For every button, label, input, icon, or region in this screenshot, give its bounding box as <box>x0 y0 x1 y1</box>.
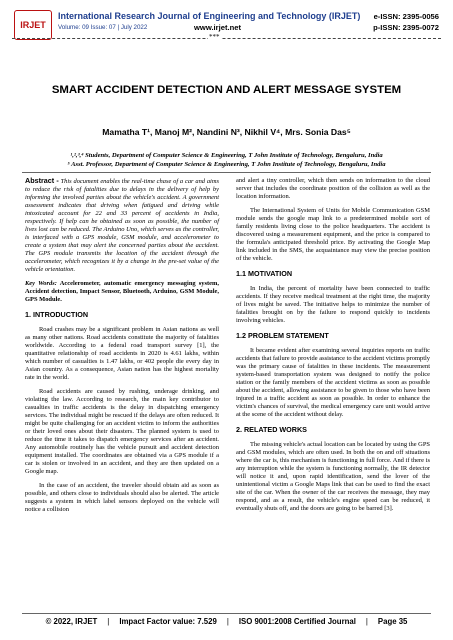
footer-page-number: Page 35 <box>377 617 408 626</box>
intro-paragraph-2: Road accidents are caused by rushing, underage drinking, and violating the law. According to research, the main key contributor to casualties in traffic accidents is the delay in dispatching emergency services. The individual might be rescued if the delays are often reduced. It might be quite challenging for an accident victim to inform the authorities or their loved ones about their disasters. The planned system is used to reduce the time it takes to dispatch emergency services after an accident. Any automobile routinely has the vehicle pursuit and accident detection equipment installed. The coordinates are obtained via a GPS module if a car is stolen or involved in an accident, and they are then updated on a Google map. <box>25 388 219 475</box>
abstract-text: This document enables the real-time chase of a car and aims to reduce the risk of fatalities due to delays in the delivery of help by informing the involved parties about the vehicle's accident. A government assessment indicates that driving when fatigued and driving while intoxicated account for 22 and 33 percent of accidents in India, respectively. If help can be obtained as soon as possible, the number of lives lost can be reduced. The Arduino Uno, which serves as the controller, is interfaced with a GPS module, GSM module, and accelerometer to create a system that may alert the concerned parties about the accident. The GPS module transmits the location of the accident through the accelerometer, which recognizes it by a change in the pre-set value of the vehicle orientation. <box>25 178 219 273</box>
intro-paragraph-1: Road crashes may be a significant problem in Asian nations as well as many other nations. Road accidents constitute the majority of fatalities worldwide. According to a federal road transport survey [1], the quantitative relationship of road accidents in 2020 is 4.61 lakhs, within which number of casualties is 1.47 lakhs, or 402 people die every day in Asian country. As a consequence, Asian nation has the highest mortality rate in the world. <box>25 326 219 381</box>
separator-stars: *** <box>209 33 220 41</box>
affiliation-students: ¹,²,³,⁴ Students, Department of Computer Science & Engineering, T John Institute of Technology, Bengaluru, India <box>70 152 383 159</box>
right-column <box>236 177 430 519</box>
footer-copyright: © 2022, IRJET <box>45 617 98 626</box>
journal-url[interactable]: www.irjet.net <box>194 23 241 32</box>
keywords-text: Accelerometer, automatic emergency messaging system, Accident detection, Impact Sensor, Bluetooth, Arduino, GSM Module, GPS Module. <box>25 280 219 303</box>
p-issn: p-ISSN: 2395-0072 <box>373 23 439 32</box>
related-paragraph: The missing vehicle's actual location can be located by using the GPS and GSM modules, which are often used. In both the on and off situations where the car is, this mechanism is functioning in full force. And if there is any interruption while the system is functioning normally, the IR detector will notice it and, upon rapid identification, send the lover of the unintentional victim a Google Maps link that can be used to find the exact site of the car. When the owner of the car receives the message, they may respond, and as a result, the vehicle's engine speed can be reduced, it eventually shuts off, and the doors are going to be barred [3]. <box>236 441 430 512</box>
section-heading-related-works: 2. RELATED WORKS <box>236 425 307 434</box>
footer-divider: | <box>107 617 110 626</box>
keywords-label: Key Words: <box>25 280 57 287</box>
footer-impact-factor: Impact Factor value: 7.529 <box>119 617 217 626</box>
author-list: Mamatha T¹, Manoj M², Nandini N³, Nikhil V⁴, Mrs. Sonia Das⁵ <box>102 127 351 137</box>
intro-paragraph-3: In the case of an accident, the traveler should obtain aid as soon as possible, and others close to individuals should also be alerted. The article suggests a system in which label sensors deployed on the vehicle will notice a collision <box>25 482 219 513</box>
intro-paragraph-4: The International System of Units for Mobile Communication GSM module sends the google map link to a predetermined mobile sort of family residents living close to the police headquarters. The accident is discovered using a measurement equipment, and the price is compared to the formula's anticipated threshold price. By activating the Google Map link included in the SMS, the acquaintance may view the precise position of the vehicle. <box>236 207 430 262</box>
problem-paragraph: It became evident after examining several inquiries reports on traffic accidents that failure to provide assistance to the accident victims promptly was the primary cause of fatalities in these incidents. The measurement system-based transportation system was designed to notify the police station or the family members of the accident victims as soon as possible about the accident, allowing assistance to be given to those who have been injured in a traffic accident as soon as possible. In order to enhance the victim's chances of survival, the medical emergency care unit would arrive at the scene of the accident without delay. <box>236 347 430 418</box>
footer-iso: ISO 9001:2008 Certified Journal <box>238 617 356 626</box>
affiliation-professor: ⁵ Asst. Professor, Department of Computer Science & Engineering, T John Institute of Technology, Bengaluru, India <box>67 161 386 168</box>
section-heading-problem-statement: 1.2 PROBLEM STATEMENT <box>236 331 329 340</box>
footer-divider: | <box>226 617 229 626</box>
abstract-label: Abstract - <box>25 176 59 185</box>
intro-paragraph-continued: and alert a tiny controller, which then sends on information to the cloud server that includes the coordinate position of the collision as well as the location information. <box>236 177 430 200</box>
footer-divider: | <box>365 617 368 626</box>
title-rule <box>22 172 431 173</box>
left-column <box>25 177 219 520</box>
irjet-logo: IRJET <box>14 10 52 40</box>
keywords <box>25 280 219 304</box>
volume-issue: Volume: 09 Issue: 07 | July 2022 <box>58 24 148 31</box>
section-heading-introduction: 1. INTRODUCTION <box>25 310 89 319</box>
footer-rule <box>22 613 431 614</box>
page-footer <box>0 617 453 626</box>
journal-header <box>12 8 441 48</box>
e-issn: e-ISSN: 2395-0056 <box>373 12 439 21</box>
journal-name: International Research Journal of Engineering and Technology (IRJET) <box>58 11 361 21</box>
header-separator <box>12 38 441 39</box>
motivation-paragraph: In India, the percent of mortality have been connected to traffic accidents. If they receive medical treatment at the right time, the majority of lives might be saved. The initiative helps to minimize the number of fatalities brought on by the failure to respond quickly to incidents involving vehicles. <box>236 285 430 324</box>
section-heading-motivation: 1.1 MOTIVATION <box>236 269 293 278</box>
paper-title: SMART ACCIDENT DETECTION AND ALERT MESSAGE SYSTEM <box>51 84 402 96</box>
abstract <box>25 177 219 274</box>
